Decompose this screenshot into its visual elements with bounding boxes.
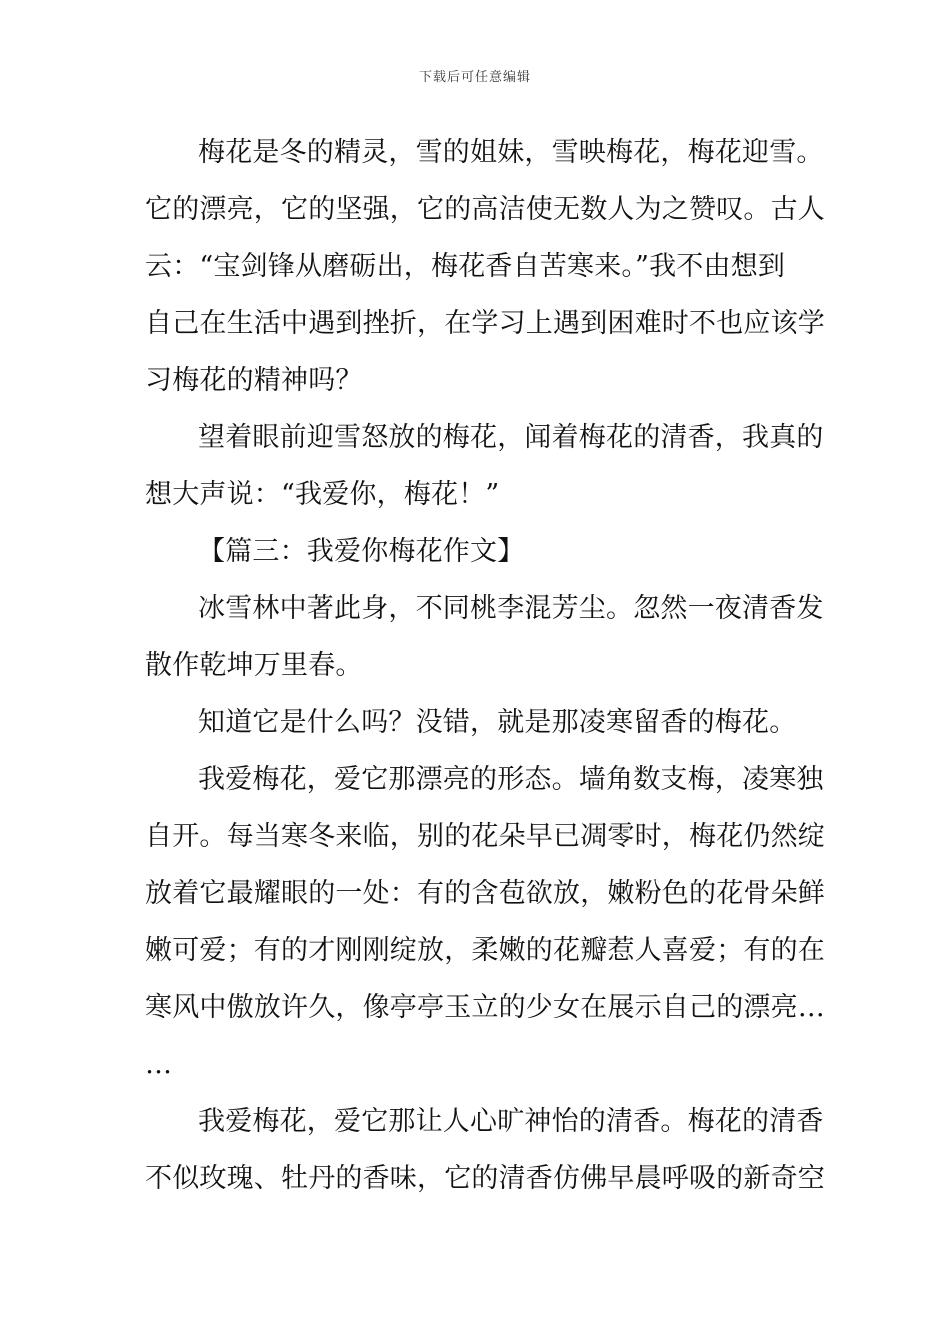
text-line: 知道它是什么吗？没错，就是那凌寒留香的梅花。	[198, 707, 797, 738]
text-line: 散作乾坤万里春。	[145, 650, 363, 681]
text-line: 我爱梅花，爱它那让人心旷神怡的清香。梅花的清香	[198, 1106, 824, 1137]
text-line: 不似玫瑰、牡丹的香味，它的清香仿佛早晨呼吸的新奇空	[145, 1163, 825, 1194]
text-line: 想大声说：“我爱你，梅花！”	[145, 479, 500, 510]
section-heading: 【篇三：我爱你梅花作文】	[198, 536, 525, 567]
text-line: 我爱梅花，爱它那漂亮的形态。墙角数支梅，凌寒独	[198, 764, 824, 795]
text-line: 放着它最耀眼的一处：有的含苞欲放，嫩粉色的花骨朵鲜	[145, 878, 825, 909]
text-line: 它的漂亮，它的坚强，它的高洁使无数人为之赞叹。古人	[145, 194, 825, 225]
text-line: 自开。每当寒冬来临，别的花朵早已凋零时，梅花仍然绽	[145, 821, 825, 852]
text-line: 云：“宝剑锋从磨砺出，梅花香自苦寒来。”我不由想到	[145, 251, 786, 282]
text-line: 冰雪林中著此身，不同桃李混芳尘。忽然一夜清香发	[198, 593, 824, 624]
text-line: 自己在生活中遇到挫折，在学习上遇到困难时不也应该学	[145, 308, 825, 339]
text-line: …	[145, 1049, 173, 1080]
text-line: 习梅花的精神吗？	[145, 365, 363, 396]
header-note: 下载后可任意编辑	[418, 70, 531, 85]
text-line: 寒风中傲放许久，像亭亭玉立的少女在展示自己的漂亮…	[145, 992, 825, 1023]
text-line: 嫩可爱；有的才刚刚绽放，柔嫩的花瓣惹人喜爱；有的在	[145, 935, 825, 966]
text-line: 望着眼前迎雪怒放的梅花，闻着梅花的清香，我真的	[198, 422, 824, 453]
text-line: 梅花是冬的精灵，雪的姐妹，雪映梅花，梅花迎雪。	[198, 137, 824, 168]
